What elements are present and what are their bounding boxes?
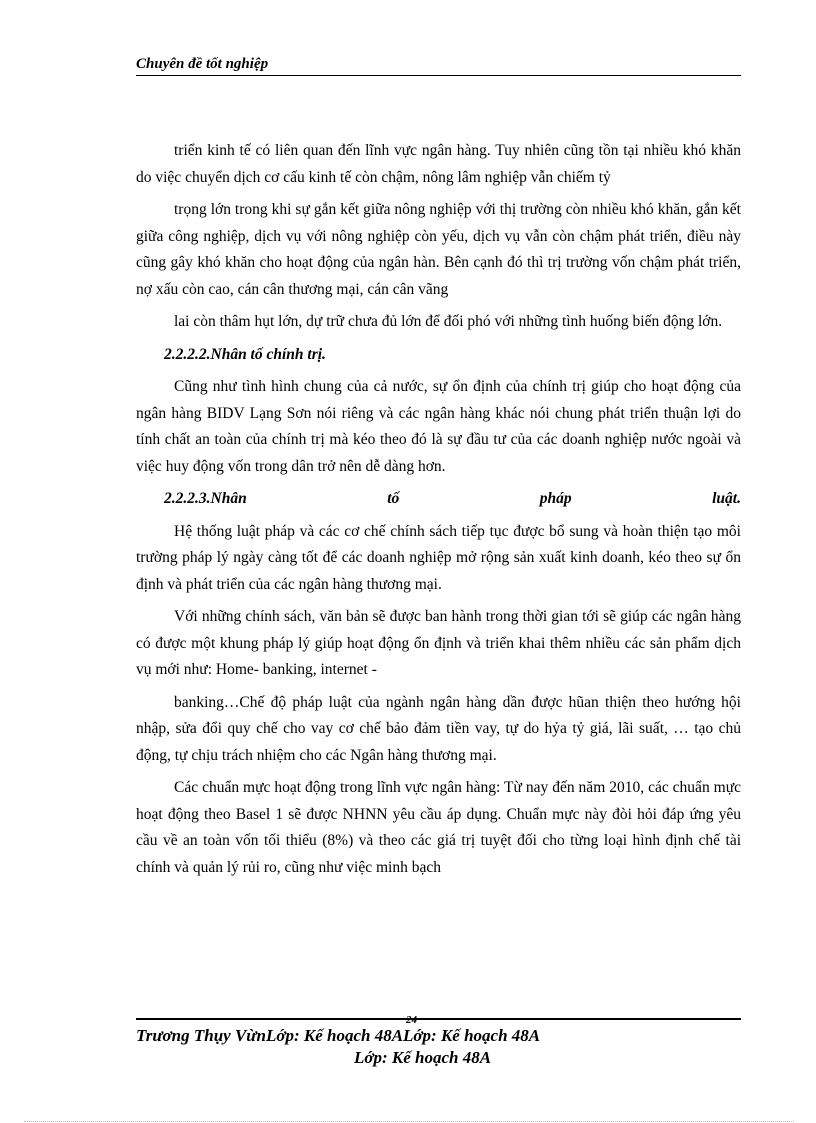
paragraph: banking…Chế độ pháp luật của ngành ngân hàng dần được hũan thiện theo hướng hội nhập, sửa đổi quy chế cho vay cơ chế bảo đảm tiền vay, tự do hỷa tỷ giá, lãi suất, … tạo chủ động, tự chịu trách nhiệm cho các Ngân hàng thương mại. [136, 693, 741, 764]
heading-word: tố [387, 490, 400, 507]
paragraph: trọng lớn trong khi sự gắn kết giữa nông nghiệp với thị trường còn nhiều khó khăn, gắn kết giữa công nghiệp, dịch vụ với nông nghiệp còn yếu, dịch vụ vẫn còn chậm phát triển, điều này cũng gây khó khăn cho hoạt động của ngân hàn. Bên cạnh đó thì trị trường vốn chậm phát triển, nợ xấu còn cao, cán cân thương mại, cán cân vãng [136, 201, 741, 298]
footer-line-1: Trương Thụy VừnLớp: Kế hoạch 48ALớp: Kế hoạch 48A [136, 1026, 541, 1045]
document-body [136, 138, 741, 887]
heading-word: pháp [539, 490, 572, 507]
section-heading-legal [136, 486, 741, 513]
paragraph: Cũng như tình hình chung của cả nước, sự ổn định của chính trị giúp cho hoạt động của ngân hàng BIDV Lạng Sơn nói riêng và các ngân hàng khác nói chung phát triển thuận lợi do tính chất an toàn của chính trị mà kéo theo đó là sự đầu tư của các doanh nghiệp nước ngoài và việc huy động vốn trong dân trở nên dễ dàng hơn. [136, 378, 741, 475]
page-bottom-divider [24, 1121, 794, 1122]
page-footer [136, 1014, 741, 1068]
paragraph: triển kinh tế có liên quan đến lĩnh vực ngân hàng. Tuy nhiên cũng tồn tại nhiều khó khăn do việc chuyển dịch cơ cấu kinh tế còn chậm, nông lâm nghiệp vẫn chiếm tỷ [136, 142, 741, 186]
paragraph: lai còn thâm hụt lớn, dự trữ chưa đủ lớn để đối phó với những tình huống biến động lớn. [174, 313, 723, 330]
heading-word: 2.2.2.3.Nhân [164, 490, 247, 507]
page-number: 24 [406, 1014, 417, 1026]
paragraph: Các chuẩn mực hoạt động trong lĩnh vực ngân hàng: Từ nay đến năm 2010, các chuẩn mực hoạt động theo Basel 1 sẽ được NHNN yêu cầu áp dụng. Chuẩn mực này đòi hỏi đáp ứng yêu cầu về an toàn vốn tối thiểu (8%) và theo các giá trị tuyệt đối cho từng loại hình định chế tài chính và quản lý rủi ro, cũng như việc minh bạch [136, 779, 741, 876]
footer-line-2: Lớp: Kế hoạch 48A [354, 1048, 492, 1067]
section-heading-political: 2.2.2.2.Nhân tố chính trị. [164, 345, 326, 363]
heading-word: luật. [712, 490, 741, 507]
page-header [136, 56, 741, 76]
paragraph: Hệ thống luật pháp và các cơ chế chính sách tiếp tục được bổ sung và hoàn thiện tạo môi trường pháp lý ngày càng tốt để các doanh nghiệp mở rộng sản xuất kinh doanh, kéo theo sự ổn định và phát triển của các ngân hàng thương mại. [136, 522, 741, 593]
header-title: Chuyên đề tốt nghiệp [136, 56, 269, 72]
paragraph: Với những chính sách, văn bản sẽ được ban hành trong thời gian tới sẽ giúp các ngân hàng có được một khung pháp lý giúp hoạt động ổn định và triển khai thêm nhiều các sản phẩm dịch vụ mới như: Home- banking, internet - [136, 608, 741, 678]
